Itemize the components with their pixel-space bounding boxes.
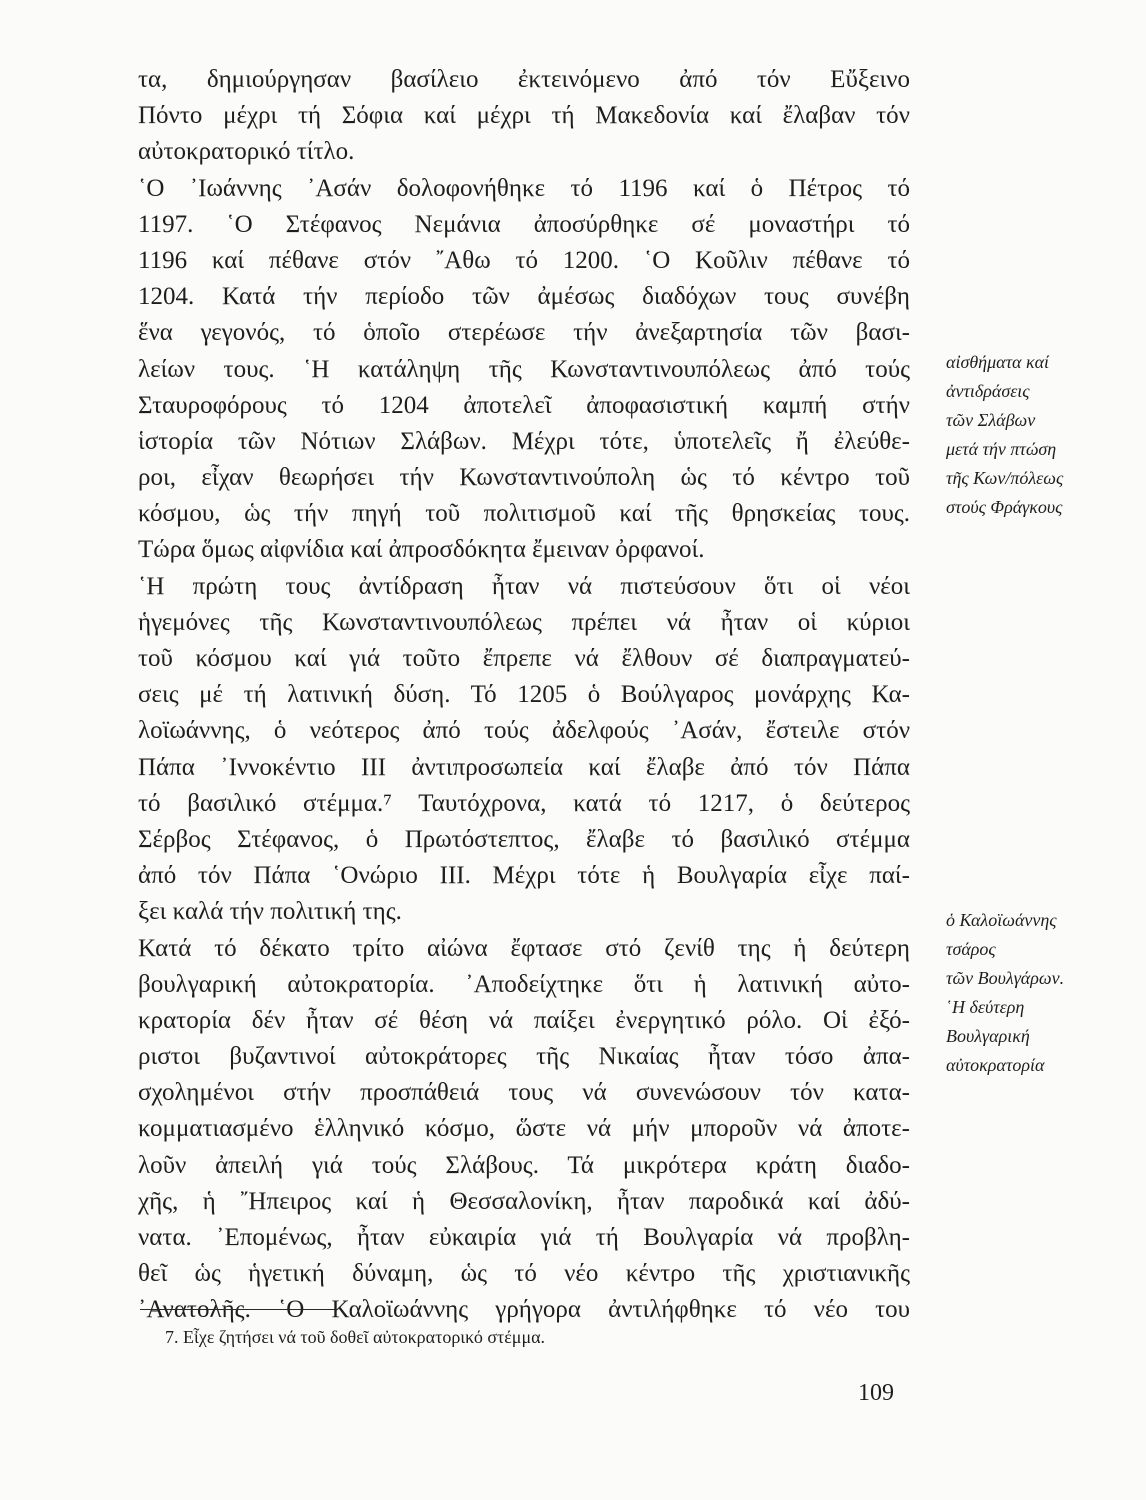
text-line: ῾Η πρώτη τους ἀντίδραση ἦταν νά πιστεύσουν ὅτι οἱ νέοι — [138, 572, 910, 600]
text-line: 1197. ῾Ο Στέφανος Νεμάνια ἀποσύρθηκε σέ μοναστήρι τό — [138, 210, 910, 238]
margin-note-line: στούς Φράγκους — [946, 497, 1063, 517]
margin-note-line: τῶν Σλάβων — [946, 410, 1036, 430]
text-line: θεῖ ὡς ἡγετική δύναμη, ὡς τό νέο κέντρο τῆς χριστιανικῆς — [138, 1260, 910, 1288]
margin-note-line: ῾Η δεύτερη — [946, 997, 1025, 1017]
text-line: κομματιασμένο ἑλληνικό κόσμο, ὥστε νά μήν μποροῦν νά ἀποτε- — [138, 1115, 910, 1143]
margin-note-line: μετά τήν πτώση — [946, 439, 1057, 459]
text-line: λοϊωάννης, ὁ νεότερος ἀπό τούς ἀδελφούς ᾿Ασάν, ἔστειλε στόν — [138, 717, 910, 745]
text-line: τοῦ κόσμου καί γιά τοῦτο ἔπρεπε νά ἔλθουν σέ διαπραγματεύ- — [138, 645, 910, 672]
text-line: λοῦν ἀπειλή γιά τούς Σλάβους. Τά μικρότερα κράτη διαδο- — [138, 1151, 910, 1179]
text-line: Τώρα ὅμως αἰφνίδια καί ἀπροσδόκητα ἔμειναν ὀρφανοί. — [138, 536, 705, 564]
text-line: νατα. ᾿Επομένως, ἦταν εὐκαιρία γιά τή Βουλγαρία νά προβλη- — [138, 1224, 910, 1251]
text-line: 1204. Κατά τήν περίοδο τῶν ἀμέσως διαδόχων τους συνέβη — [138, 283, 910, 311]
margin-note-kaloyan — [946, 906, 1136, 1080]
margin-note-line: αἰσθήματα καί — [946, 352, 1050, 372]
text-line: σχολημένοι στήν προσπάθειά τους νά συνενώσουν τόν κατα- — [138, 1079, 910, 1107]
footnote-divider — [140, 1309, 336, 1310]
margin-note-line: ἀντιδράσεις — [946, 381, 1030, 401]
text-line: κρατορία δέν ἦταν σέ θέση νά παίξει ἐνεργητικό ρόλο. Οἱ ἐξό- — [138, 1006, 910, 1034]
text-line: ριστοι βυζαντινοί αὐτοκράτορες τῆς Νικαίας ἦταν τόσο ἀπα- — [138, 1043, 910, 1071]
text-line: 1196 καί πέθανε στόν ῎Αθω τό 1200. ῾Ο Κοῦλιν πέθανε τό — [138, 246, 910, 274]
text-line: αὐτοκρατορικό τίτλο. — [138, 138, 355, 166]
text-line: ροι, εἶχαν θεωρήσει τήν Κωνσταντινούπολη ὡς τό κέντρο τοῦ — [138, 464, 910, 492]
text-line: ξει καλά τήν πολιτική της. — [138, 898, 402, 926]
margin-note-line: τῶν Βουλγάρων. — [946, 968, 1065, 988]
margin-note-line: ὁ Καλοϊωάννης — [946, 910, 1057, 930]
main-text-block — [138, 62, 910, 1329]
page-number: 109 — [858, 1380, 894, 1406]
text-line: χῆς, ἡ ῎Ηπειρος καί ἡ Θεσσαλονίκη, ἦταν παροδικά καί ἀδύ- — [138, 1187, 910, 1215]
margin-note-line: Βουλγαρική — [946, 1026, 1030, 1046]
margin-note-line: τσάρος — [946, 939, 996, 959]
text-line: τό βασιλικό στέμμα.⁷ Ταυτόχρονα, κατά τό 1217, ὁ δεύτερος — [138, 789, 910, 817]
text-line: τα, δημιούργησαν βασίλειο ἐκτεινόμενο ἀπό τόν Εὔξεινο — [138, 66, 910, 93]
text-line: Πόντο μέχρι τή Σόφια καί μέχρι τή Μακεδονία καί ἔλαβαν τόν — [138, 102, 910, 130]
text-line: βουλγαρική αὐτοκρατορία. ᾿Αποδείχτηκε ὅτι ἡ λατινική αὐτο- — [138, 970, 910, 998]
text-line: Σέρβος Στέφανος, ὁ Πρωτόστεπτος, ἔλαβε τό βασιλικό στέμμα — [138, 825, 910, 853]
text-line: ἕνα γεγονός, τό ὁποῖο στερέωσε τήν ἀνεξαρτησία τῶν βασι- — [138, 319, 910, 347]
margin-note-line: τῆς Κων/πόλεως — [946, 468, 1064, 488]
text-line: λείων τους. ῾Η κατάληψη τῆς Κωνσταντινουπόλεως ἀπό τούς — [138, 355, 910, 383]
margin-note-line: αὐτοκρατορία — [946, 1055, 1045, 1075]
text-line: Πάπα ᾿Ιννοκέντιο ΙΙΙ ἀντιπροσωπεία καί ἔλαβε ἀπό τόν Πάπα — [138, 753, 910, 781]
text-line: ἡγεμόνες τῆς Κωνσταντινουπόλεως πρέπει νά ἦταν οἱ κύριοι — [138, 608, 910, 636]
text-line: ἀπό τόν Πάπα ῾Ονώριο ΙΙΙ. Μέχρι τότε ἡ Βουλγαρία εἶχε παί- — [138, 862, 910, 890]
footnote: 7. Εἶχε ζητήσει νά τοῦ δοθεῖ αὐτοκρατορικό στέμμα. — [165, 1327, 546, 1347]
text-line: σεις μέ τή λατινική δύση. Τό 1205 ὁ Βούλγαρος μονάρχης Κα- — [138, 681, 910, 709]
margin-note-slavic-reactions — [946, 348, 1136, 522]
text-line: ἱστορία τῶν Νότιων Σλάβων. Μέχρι τότε, ὑποτελεῖς ἤ ἐλεύθε- — [138, 427, 910, 455]
text-line: ᾿Ανατολῆς. ῾Ο Καλοϊωάννης γρήγορα ἀντιλήφθηκε τό νέο του — [138, 1296, 910, 1324]
text-line: ῾Ο ᾿Ιωάννης ᾿Ασάν δολοφονήθηκε τό 1196 καί ὁ Πέτρος τό — [138, 174, 910, 202]
text-line: κόσμου, ὡς τήν πηγή τοῦ πολιτισμοῦ καί τῆς θρησκείας τους. — [138, 500, 910, 528]
text-line: Σταυροφόρους τό 1204 ἀποτελεῖ ἀποφασιστική καμπή στήν — [138, 391, 910, 419]
text-line: Κατά τό δέκατο τρίτο αἰώνα ἔφτασε στό ζενίθ της ἡ δεύτερη — [138, 934, 910, 962]
